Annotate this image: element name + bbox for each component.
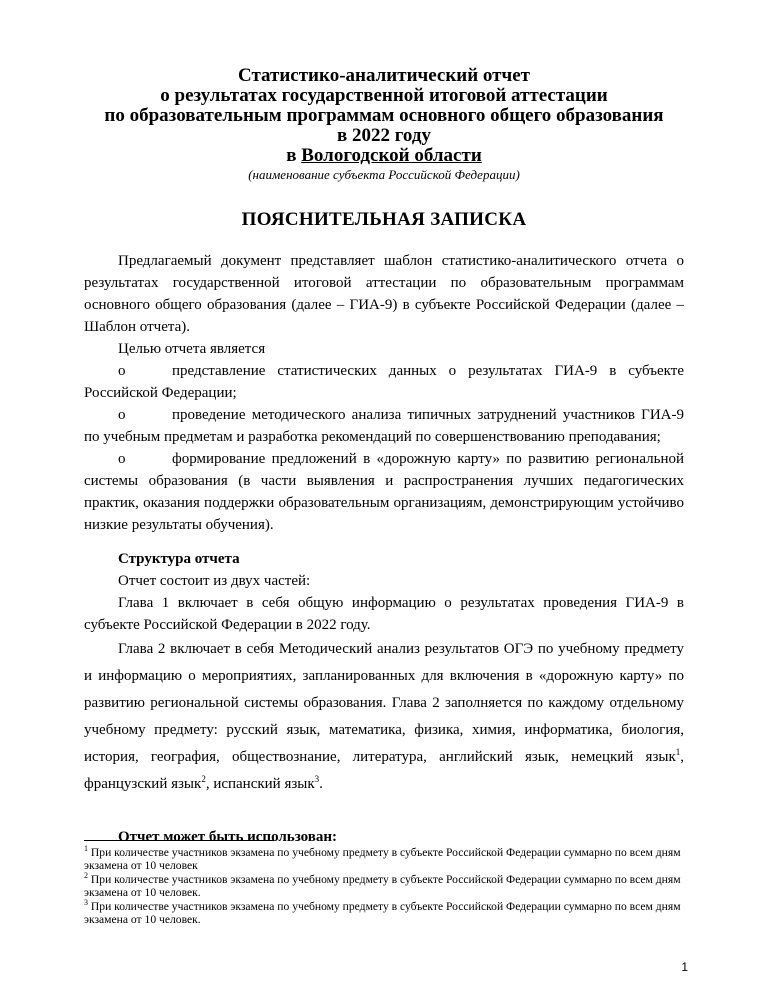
footnotes (84, 846, 688, 927)
footnote-number: 1 (84, 844, 88, 854)
chapter2-text-3: , испанский язык (205, 776, 315, 792)
bullet-item (84, 360, 684, 404)
footnote-ref-3[interactable]: 3 (314, 774, 320, 784)
title-line-1: Статистико-аналитический отчет (237, 65, 531, 86)
title-line-3: по образовательным программам основного общего образования (104, 105, 664, 126)
usage-heading: Отчет может быть использован: (118, 829, 338, 845)
bullet-text: формирование предложений в «дорожную карту» по развитию региональной системы образования (в части выявления и распространения лучших педагогических практик, оказания поддержки образовательным организациям, демонстрирующим устойчиво низкие результаты обучения). (84, 451, 684, 533)
title-line-2: о результатах государственной итоговой аттестации (160, 85, 608, 106)
chapter2-text: Глава 2 включает в себя Методический анализ результатов ОГЭ по учебному предмету и информацию о мероприятиях, запланированных для включения в «дорожную карту» по развитию региональной системы образования. Глава 2 заполняется по каждому отдельному учебному предмету: русский язык, математика, физика, химия, информатика, биология, история, география, обществознание, литература, английский язык, немецкий язык (84, 641, 684, 765)
structure-heading: Структура отчета (118, 551, 240, 567)
title-region: Вологодской области (301, 145, 482, 166)
footnote-text: При количестве участников экзамена по учебному предмету в субъекте Российской Федерации суммарно по всем дням экзамена от 10 человек. (84, 900, 681, 926)
bullet-marker: o (118, 363, 126, 379)
structure-paragraph-3 (84, 636, 684, 798)
intro-paragraph: Предлагаемый документ представляет шаблон статистико-аналитического отчета о результатах государственной итоговой аттестации по образовательным программам основного общего образования (далее – ГИА-9) в субъекте Российской Федерации (далее – Шаблон отчета). (84, 253, 684, 335)
bullet-marker: o (118, 451, 126, 467)
structure-paragraph-2: Глава 1 включает в себя общую информацию о результатах проведения ГИА-9 в субъекте Российской Федерации в 2022 году. (84, 595, 684, 633)
section-heading: ПОЯСНИТЕЛЬНАЯ ЗАПИСКА (241, 209, 527, 230)
footnote-number: 3 (84, 898, 88, 908)
bullet-item (84, 404, 684, 448)
footnote (84, 900, 688, 926)
title-line-4: в 2022 году (337, 125, 431, 146)
footnote-text: При количестве участников экзамена по учебному предмету в субъекте Российской Федерации суммарно по всем дням экзамена от 10 человек. (84, 873, 681, 899)
region-subnote: (наименование субъекта Российской Федерации) (248, 167, 520, 182)
bullet-marker: o (118, 407, 126, 423)
page-number: 1 (681, 960, 688, 974)
bullet-text: представление статистических данных о результатах ГИА-9 в субъекте Российской Федерации; (84, 363, 684, 401)
footnote-ref-2[interactable]: 2 (201, 774, 206, 784)
footnote-number: 2 (84, 871, 88, 881)
title-line-5 (84, 146, 684, 166)
footnote-ref-1[interactable]: 1 (675, 747, 681, 757)
structure-paragraph-1: Отчет состоит из двух частей: (118, 573, 311, 589)
goal-label: Целью отчета является (118, 341, 266, 357)
chapter2-text-end: . (319, 776, 323, 792)
chapter2-text-2: , французский язык (84, 749, 684, 792)
bullet-text: проведение методического анализа типичных затруднений участников ГИА-9 по учебным предметам и разработка рекомендаций по совершенствованию преподавания; (84, 407, 684, 445)
document-title (84, 66, 684, 166)
footnote-text: При количестве участников экзамена по учебному предмету в субъекте Российской Федерации суммарно по всем дням экзамена от 10 человек (84, 846, 681, 872)
title-region-prefix: в (286, 145, 302, 166)
footnote-separator (84, 840, 274, 841)
bullet-item (84, 448, 684, 536)
footnote (84, 873, 688, 899)
footnote (84, 846, 688, 872)
